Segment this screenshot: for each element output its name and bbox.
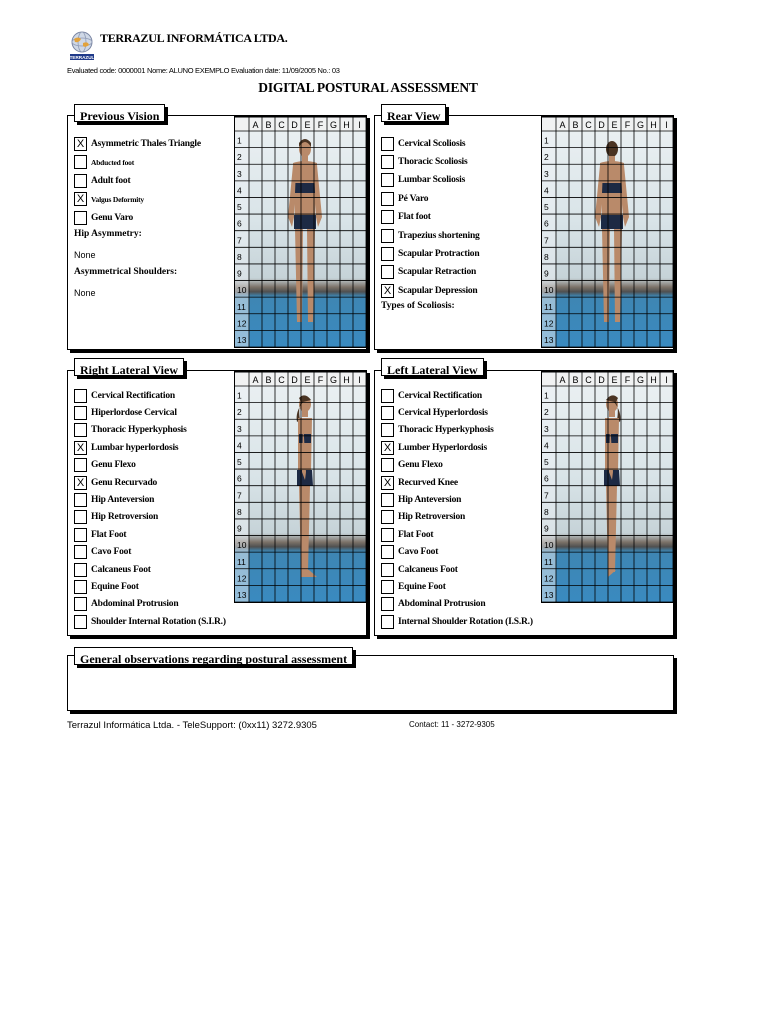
grid-row-label: 5: [544, 202, 549, 213]
footer-contact: Contact: 11 - 3272-9305: [409, 720, 495, 729]
grid-row-label: 11: [544, 556, 553, 567]
grid-column-label: E: [611, 120, 618, 130]
grid-row-label: 10: [237, 540, 247, 551]
checklist-label: Flat Foot: [398, 529, 434, 540]
checklist-label: Lumber Hyperlordosis: [398, 442, 487, 453]
checklist-label: Cervical Scoliosis: [398, 138, 466, 149]
grid-column-label: I: [358, 120, 361, 130]
grid-column-label: F: [624, 375, 631, 385]
checklist-item[interactable]: [381, 491, 461, 508]
checklist-label: Cavo Foot: [91, 547, 132, 558]
grid-column-label: G: [636, 120, 645, 130]
grid-row-label: 2: [544, 407, 549, 418]
grid-row-label: 6: [237, 218, 242, 229]
checklist-item[interactable]: [381, 561, 458, 578]
grid-column-label: H: [343, 120, 350, 130]
checklist-item[interactable]: [381, 190, 428, 207]
previous-vision-title: Previous Vision: [74, 104, 165, 122]
grid-column-label: D: [598, 375, 605, 385]
grid-row-label: 9: [544, 523, 549, 534]
checklist-label: Abdominal Protrusion: [91, 599, 179, 610]
grid-column-label: H: [650, 120, 657, 130]
checkbox[interactable]: [381, 510, 394, 524]
checklist-item[interactable]: [74, 439, 178, 456]
grid-column-label: I: [358, 375, 361, 385]
rear-view-title: Rear View: [381, 104, 446, 122]
checklist-item[interactable]: [74, 457, 136, 474]
checklist-item[interactable]: [74, 509, 158, 526]
checklist-label: Adult foot: [91, 175, 131, 186]
grid-row-label: 10: [544, 540, 554, 551]
checklist-label: Hiperlordose Cervical: [91, 407, 177, 418]
hip-asymmetry-label: Hip Asymmetry:: [74, 229, 142, 239]
checkbox[interactable]: [381, 265, 394, 279]
checkbox[interactable]: [381, 545, 394, 559]
grid-column-label: G: [329, 120, 338, 130]
grid-row-label: 7: [544, 490, 549, 501]
left-lateral-photo: [541, 371, 674, 603]
observations-text[interactable]: [76, 676, 665, 704]
checklist-item[interactable]: [381, 172, 465, 189]
grid-column-label: C: [278, 120, 285, 130]
grid-row-label: 1: [544, 390, 549, 401]
checkbox[interactable]: X: [381, 441, 394, 455]
grid-column-label: G: [636, 375, 645, 385]
right-lateral-panel: [67, 370, 367, 636]
rear-view-panel: [374, 115, 674, 350]
checklist-label: Cervical Rectification: [398, 390, 482, 401]
grid-row-label: 11: [237, 556, 246, 567]
grid-column-label: B: [265, 375, 272, 385]
grid-row-label: 1: [237, 135, 242, 146]
checklist-item[interactable]: [74, 596, 178, 613]
checklist-label: Flat foot: [398, 212, 431, 223]
checklist-label: Scapular Protraction: [398, 248, 480, 259]
checklist-label: Genu Varo: [91, 212, 134, 223]
checkbox[interactable]: [381, 458, 394, 472]
checklist-label: Scapular Depression: [398, 285, 478, 296]
grid-row-label: 9: [544, 268, 549, 279]
checklist-label: Abducted foot: [91, 157, 135, 167]
checkbox[interactable]: [381, 528, 394, 542]
checklist-item[interactable]: [74, 209, 133, 226]
checklist-item[interactable]: [381, 422, 494, 439]
checklist-label: Genu Flexo: [398, 460, 443, 471]
checklist-label: Recurved Knee: [398, 477, 458, 488]
front-photo: [234, 116, 367, 348]
checklist-item[interactable]: [74, 191, 144, 208]
grid-row-label: 5: [237, 202, 242, 213]
grid-row-label: 4: [237, 185, 242, 196]
checklist-item[interactable]: [381, 457, 443, 474]
checklist-item[interactable]: [381, 153, 468, 170]
grid-row-label: 11: [237, 301, 246, 312]
grid-column-label: D: [291, 375, 298, 385]
checkbox[interactable]: [74, 563, 87, 577]
checklist-item[interactable]: [74, 422, 187, 439]
grid-column-label: F: [624, 120, 631, 130]
grid-row-label: 13: [237, 335, 247, 345]
rear-photo: [541, 116, 674, 348]
grid-row-label: 6: [544, 218, 549, 229]
grid-row-label: 2: [237, 407, 242, 418]
checklist-label: Hip Anteversion: [398, 494, 462, 505]
checklist-item[interactable]: [74, 544, 131, 561]
checkbox[interactable]: [74, 545, 87, 559]
checkbox[interactable]: X: [74, 441, 87, 455]
checklist-label: Lumbar Scoliosis: [398, 175, 466, 186]
grid-row-label: 3: [544, 423, 549, 434]
grid-row-label: 9: [237, 523, 242, 534]
grid-row-label: 2: [544, 152, 549, 163]
checklist-label: Thoracic Hyperkyphosis: [398, 425, 494, 436]
grid-column-label: D: [598, 120, 605, 130]
checklist-item[interactable]: [74, 135, 201, 152]
checklist-item[interactable]: [381, 264, 476, 281]
checklist-item[interactable]: [74, 526, 126, 543]
grid-row-label: 8: [544, 251, 549, 262]
right-lateral-photo: [234, 371, 367, 603]
checkbox[interactable]: [74, 510, 87, 524]
grid-row-label: 13: [544, 590, 554, 600]
document-title: DIGITAL POSTURAL ASSESSMENT: [258, 80, 478, 95]
grid-row-label: 5: [237, 457, 242, 468]
checklist-label: Hip Retroversion: [398, 512, 466, 523]
checkbox[interactable]: X: [74, 137, 87, 151]
hip-asymmetry-value: None: [74, 250, 96, 260]
checklist-item[interactable]: [381, 227, 480, 244]
checkbox[interactable]: [381, 580, 394, 594]
grid-row-label: 6: [237, 473, 242, 484]
asymmetrical-shoulders-value: None: [74, 288, 96, 298]
checklist-item[interactable]: [381, 509, 465, 526]
left-lateral-title: Left Lateral View: [381, 358, 484, 376]
grid-column-label: C: [585, 375, 592, 385]
checklist-label: Genu Flexo: [91, 460, 136, 471]
checklist-label: Genu Recurvado: [91, 477, 158, 488]
checklist-label: Shoulder Internal Rotation (S.I.R.): [91, 616, 226, 627]
checklist-item[interactable]: [381, 544, 438, 561]
checkbox[interactable]: [381, 210, 394, 224]
asymmetrical-shoulders-label: Asymmetrical Shoulders:: [74, 267, 178, 277]
terrazul-logo: [68, 30, 96, 64]
checklist-label: Calcaneus Foot: [398, 564, 458, 575]
checkbox[interactable]: [74, 174, 87, 188]
checklist-label: Calcaneus Foot: [91, 564, 151, 575]
grid-row-label: 10: [237, 285, 247, 296]
checkbox[interactable]: [381, 615, 394, 629]
grid-column-label: F: [317, 120, 324, 130]
checkbox[interactable]: X: [74, 192, 87, 206]
grid-column-label: C: [585, 120, 592, 130]
grid-row-label: 5: [544, 457, 549, 468]
checklist-item[interactable]: [74, 491, 154, 508]
checkbox[interactable]: [381, 155, 394, 169]
grid-column-label: E: [611, 375, 618, 385]
checkbox[interactable]: X: [381, 284, 394, 298]
checklist-item[interactable]: [74, 613, 226, 630]
checkbox[interactable]: [381, 389, 394, 403]
types-of-scoliosis-label: Types of Scoliosis:: [381, 301, 455, 311]
checklist-label: Valgus Deformity: [91, 194, 144, 204]
checkbox[interactable]: [381, 423, 394, 437]
checkbox[interactable]: [381, 493, 394, 507]
checkbox[interactable]: X: [74, 476, 87, 490]
evaluation-info: Evaluated code: 0000001 Nome: ALUNO EXEMPLO Evaluation date: 11/09/2005 No.: 03: [67, 66, 340, 75]
checkbox[interactable]: [381, 192, 394, 206]
checkbox[interactable]: [74, 389, 87, 403]
grid-column-label: E: [304, 120, 311, 130]
checkbox[interactable]: [381, 247, 394, 261]
posture-figure: [595, 141, 629, 322]
checklist-item[interactable]: [74, 154, 134, 171]
grid-column-label: I: [665, 375, 668, 385]
grid-row-label: 4: [544, 440, 549, 451]
checklist-item[interactable]: [381, 209, 431, 226]
checkbox[interactable]: [381, 563, 394, 577]
checklist-label: Pé Varo: [398, 193, 429, 204]
checklist-item[interactable]: [381, 282, 478, 299]
svg-text:TERRAZUL: TERRAZUL: [69, 55, 95, 60]
checklist-item[interactable]: [381, 439, 487, 456]
checklist-item[interactable]: [74, 404, 177, 421]
grid-column-label: I: [665, 120, 668, 130]
checklist-item[interactable]: [74, 387, 175, 404]
checklist-item[interactable]: [74, 561, 151, 578]
checklist-label: Abdominal Protrusion: [398, 599, 486, 610]
checkbox[interactable]: [74, 493, 87, 507]
checklist-label: Hip Retroversion: [91, 512, 159, 523]
rear-posture-figure: [542, 117, 673, 347]
grid-row-label: 12: [237, 573, 247, 584]
grid-column-label: A: [559, 375, 566, 385]
left-lateral-posture-figure: [542, 372, 673, 602]
company-name: TERRAZUL INFORMÁTICA LTDA.: [100, 31, 288, 45]
checklist-item[interactable]: [381, 404, 488, 421]
checklist-item[interactable]: [74, 172, 130, 189]
checklist-label: Cavo Foot: [398, 547, 439, 558]
grid-row-label: 8: [237, 506, 242, 517]
checkbox[interactable]: [74, 423, 87, 437]
grid-column-label: H: [343, 375, 350, 385]
grid-column-label: C: [278, 375, 285, 385]
checkbox[interactable]: [74, 406, 87, 420]
grid-column-label: A: [252, 375, 259, 385]
grid-row-label: 12: [544, 573, 554, 584]
checkbox[interactable]: X: [381, 476, 394, 490]
checkbox[interactable]: [74, 211, 87, 225]
checklist-label: Equine Foot: [91, 581, 139, 592]
previous-vision-panel: [67, 115, 367, 350]
grid-row-label: 10: [544, 285, 554, 296]
checklist-label: Cervical Rectification: [91, 390, 175, 401]
checklist-label: Internal Shoulder Rotation (I.S.R.): [398, 616, 533, 627]
checkbox[interactable]: [74, 597, 87, 611]
checklist-label: Trapezius shortening: [398, 230, 480, 241]
right-lateral-title: Right Lateral View: [74, 358, 184, 376]
checkbox[interactable]: [381, 229, 394, 243]
right-lateral-posture-figure: [235, 372, 366, 602]
grid-row-label: 7: [544, 235, 549, 246]
checkbox[interactable]: [381, 173, 394, 187]
grid-column-label: E: [304, 375, 311, 385]
grid-row-label: 3: [237, 168, 242, 179]
grid-row-label: 3: [544, 168, 549, 179]
grid-column-label: B: [265, 120, 272, 130]
checklist-item[interactable]: [381, 596, 485, 613]
checkbox[interactable]: [381, 406, 394, 420]
checklist-label: Scapular Retraction: [398, 267, 477, 278]
grid-column-label: A: [559, 120, 566, 130]
grid-row-label: 1: [544, 135, 549, 146]
grid-row-label: 2: [237, 152, 242, 163]
grid-row-label: 6: [544, 473, 549, 484]
grid-column-label: F: [317, 375, 324, 385]
posture-figure: [604, 395, 620, 577]
grid-row-label: 13: [544, 335, 554, 345]
checklist-item[interactable]: [381, 526, 433, 543]
observations-title: General observations regarding postural assessment: [74, 647, 353, 665]
grid-row-label: 12: [544, 318, 554, 329]
checklist-item[interactable]: [381, 578, 446, 595]
checkbox[interactable]: [381, 137, 394, 151]
grid-column-label: A: [252, 120, 259, 130]
grid-column-label: D: [291, 120, 298, 130]
grid-column-label: B: [572, 120, 579, 130]
grid-row-label: 9: [237, 268, 242, 279]
checklist-item[interactable]: [74, 474, 157, 491]
grid-row-label: 1: [237, 390, 242, 401]
checklist-label: Hip Anteversion: [91, 494, 155, 505]
checklist-item[interactable]: [381, 245, 479, 262]
checklist-label: Thoracic Hyperkyphosis: [91, 425, 187, 436]
grid-row-label: 4: [544, 185, 549, 196]
left-lateral-panel: [374, 370, 674, 636]
checkbox[interactable]: [74, 615, 87, 629]
checklist-item[interactable]: [381, 474, 458, 491]
front-posture-figure: [235, 117, 366, 347]
grid-column-label: G: [329, 375, 338, 385]
grid-row-label: 12: [237, 318, 247, 329]
grid-row-label: 7: [237, 235, 242, 246]
grid-row-label: 8: [544, 506, 549, 517]
checklist-label: Equine Foot: [398, 581, 446, 592]
checklist-label: Cervical Hyperlordosis: [398, 407, 488, 418]
checkbox[interactable]: [74, 580, 87, 594]
checklist-label: Lumbar hyperlordosis: [91, 442, 179, 453]
grid-row-label: 4: [237, 440, 242, 451]
checkbox[interactable]: [381, 597, 394, 611]
checklist-item[interactable]: [381, 613, 533, 630]
checklist-item[interactable]: [74, 578, 139, 595]
grid-row-label: 3: [237, 423, 242, 434]
grid-row-label: 8: [237, 251, 242, 262]
checklist-item[interactable]: [381, 135, 465, 152]
grid-row-label: 13: [237, 590, 247, 600]
checkbox[interactable]: [74, 528, 87, 542]
checklist-label: Flat Foot: [91, 529, 127, 540]
checklist-label: Thoracic Scoliosis: [398, 156, 468, 167]
checklist-item[interactable]: [381, 387, 482, 404]
checkbox[interactable]: [74, 155, 87, 169]
grid-column-label: B: [572, 375, 579, 385]
grid-row-label: 11: [544, 301, 553, 312]
grid-column-label: H: [650, 375, 657, 385]
grid-row-label: 7: [237, 490, 242, 501]
checklist-label: Asymmetric Thales Triangle: [91, 138, 201, 149]
checkbox[interactable]: [74, 458, 87, 472]
footer-support: Terrazul Informática Ltda. - TeleSupport: (0xx11) 3272.9305: [67, 720, 317, 731]
